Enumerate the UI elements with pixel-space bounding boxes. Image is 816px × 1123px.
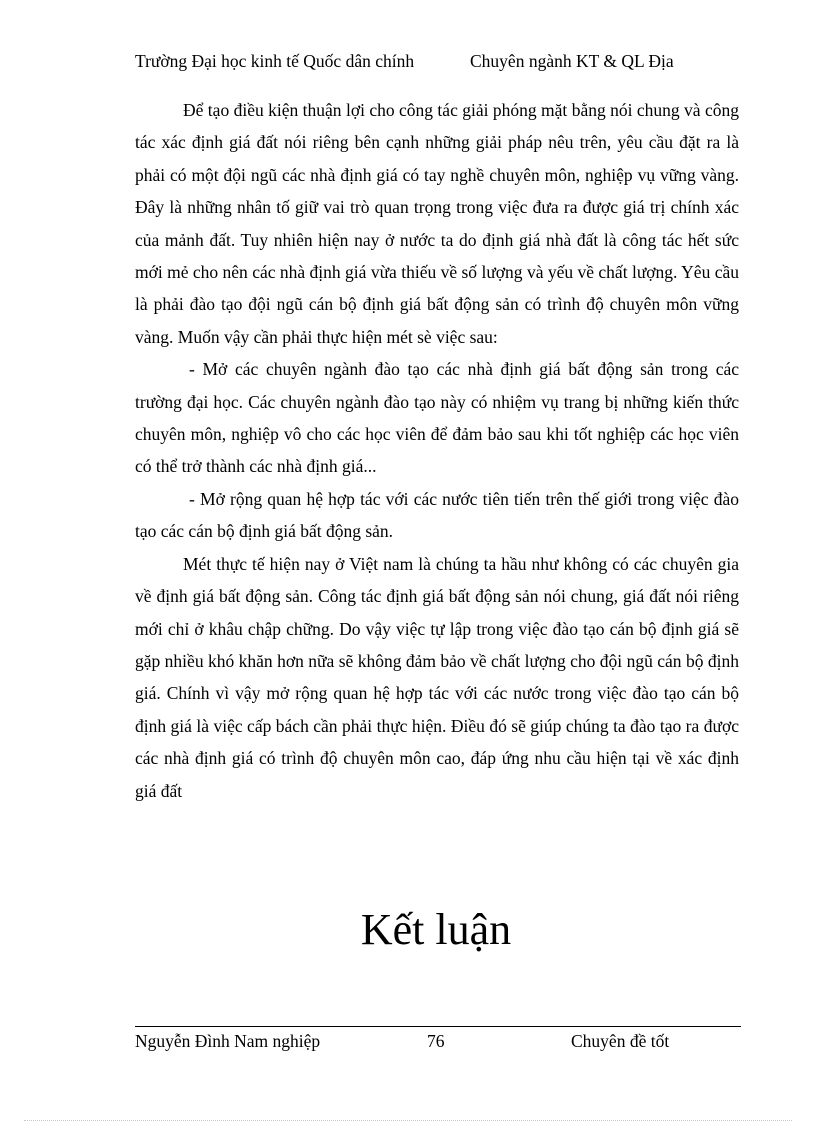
page-number: 76 [427,1031,445,1051]
footer-document-type: Chuyên đề tốt [571,1031,670,1051]
footer-divider [135,1026,741,1027]
footer-author: Nguyễn Đình Nam nghiệp [135,1031,321,1051]
header-major: Chuyên ngành KT & QL Địa [470,51,674,71]
body-text [135,94,739,807]
section-heading: Kết luận [360,905,512,954]
header-university: Trường Đại học kinh tế Quốc dân chính [135,51,415,71]
page-bottom-edge [24,1120,792,1121]
paragraph-bullet-2: - Mở rộng quan hệ hợp tác với các nước tiên tiến trên thế giới trong việc đào tạo các cán bộ định giá bất động sản. [135,488,739,542]
paragraph-conclusion: Mét thực tế hiện nay ở Việt nam là chúng ta hầu như không có các chuyên gia về định giá bất động sản. Công tác định giá bất động sản nói chung, giá đất nói riêng mới chỉ ở khâu chập chững. Do vậy việc tự lập trong việc đào tạo cán bộ định giá sẽ gặp nhiều khó khăn hơn nữa sẽ không đảm bảo về chất lượng cho đội ngũ cán bộ định giá. Chính vì vậy mở rộng quan hệ hợp tác với các nước trong việc đào tạo cán bộ định giá là việc cấp bách cần phải thực hiện. Điều đó sẽ giúp chúng ta đào tạo ra được các nhà định giá có trình độ chuyên môn cao, đáp ứng nhu cầu hiện tại về xác định giá đất [135,553,739,801]
paragraph-intro: Để tạo điều kiện thuận lợi cho công tác giải phóng mặt bằng nói chung và công tác xác định giá đất nói riêng bên cạnh những giải pháp nêu trên, yêu cầu đặt ra là phải có một đội ngũ các nhà định giá có tay nghề chuyên môn, nghiệp vụ vững vàng. Đây là những nhân tố giữ vai trò quan trọng trong việc đưa ra được giá trị chính xác của mảnh đất. Tuy nhiên hiện nay ở nước ta do định giá nhà đất là công tác hết sức mới mẻ cho nên các nhà định giá vừa thiếu về số lượng và yếu về chất lượng. Yêu cầu là phải đào tạo đội ngũ cán bộ định giá bất động sản có trình độ chuyên môn vững vàng. Muốn vậy cần phải thực hiện mét sè việc sau: [135,100,739,347]
paragraph-bullet-1: - Mở các chuyên ngành đào tạo các nhà định giá bất động sản trong các trường đại học. Các chuyên ngành đào tạo này có nhiệm vụ trang bị những kiến thức chuyên môn, nghiệp vô cho các học viên để đảm bảo sau khi tốt nghiệp các học viên có thể trở thành các nhà định giá... [135,359,739,477]
